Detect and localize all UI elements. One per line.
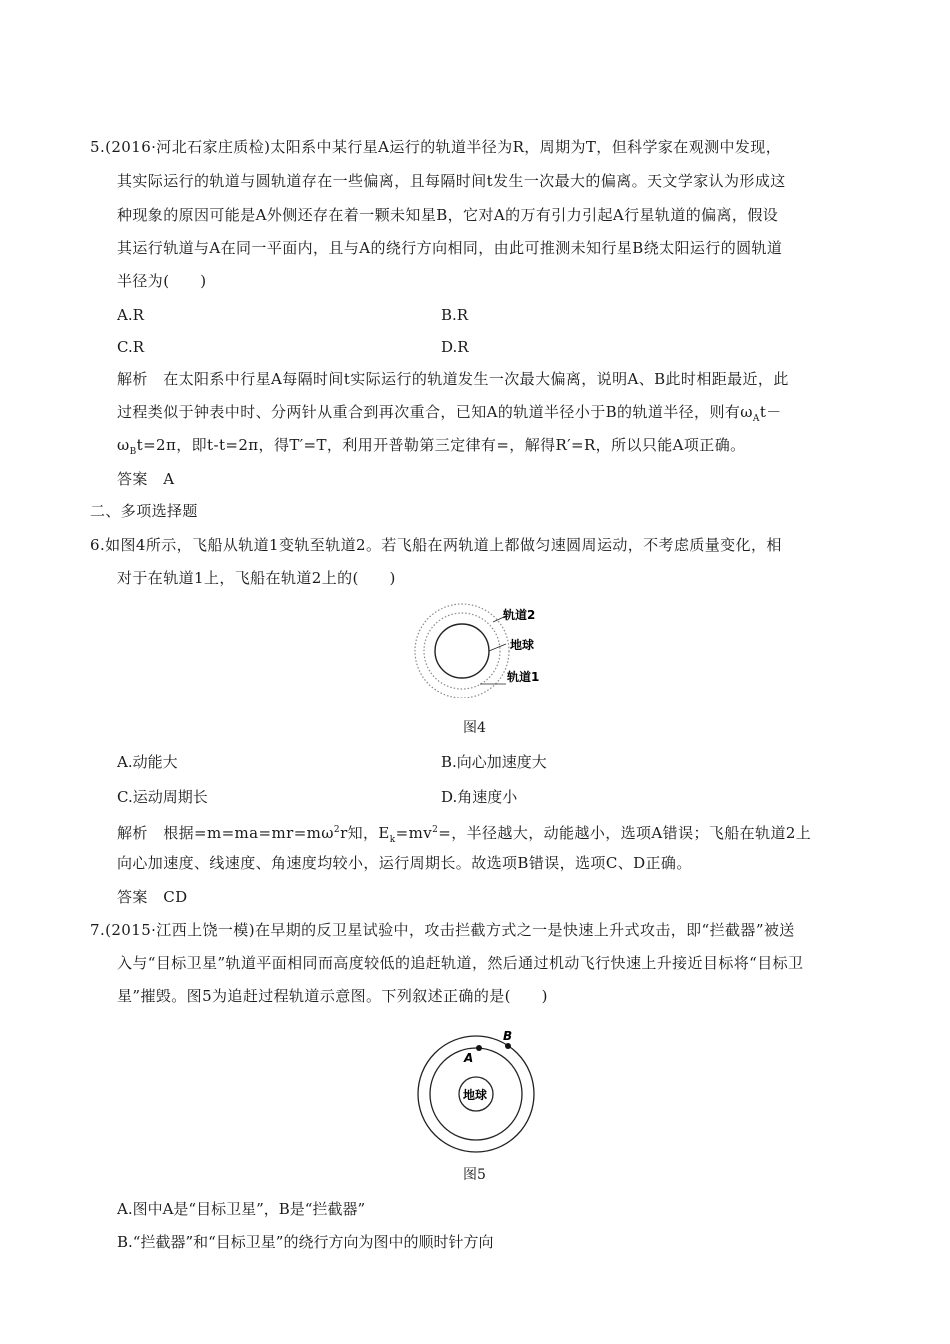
q5-line-5: 半径为( ): [117, 272, 207, 290]
q6-analysis-sup-2: 2: [432, 825, 439, 835]
q6-analysis-sub-k: k: [389, 835, 396, 845]
q6-line-1: 6.如图4所示，飞船从轨道1变轨至轨道2。若飞船在两轨道上都做匀速圆周运动，不考虑质量变化，相: [90, 536, 782, 554]
q5-option-b: B.R: [441, 306, 469, 324]
q6-option-a: A.动能大: [117, 753, 178, 771]
label-earth: 地球: [510, 638, 535, 652]
figure-5-caption: 图5: [463, 1167, 486, 1183]
figure-4-caption: 图4: [463, 720, 486, 736]
q5-analysis-line-1: 解析 在太阳系中行星A每隔时间t实际运行的轨道发生一次最大偏离，说明A、B此时相距最近，此: [117, 370, 789, 388]
q6-option-c: C.运动周期长: [117, 788, 208, 806]
q6-answer: 答案 CD: [117, 888, 188, 906]
figure-5-orbits: [410, 1020, 550, 1160]
q5-line-1: 5.(2016·河北石家庄质检)太阳系中某行星A运行的轨道半径为R，周期为T，但科学家在观测中发现，: [90, 138, 782, 156]
satellite-b-dot: [505, 1043, 511, 1049]
q5-analysis-line-2: [117, 401, 782, 430]
q5-analysis-omega: ω: [117, 436, 130, 454]
q5-analysis-sub-b: B: [129, 447, 137, 457]
q6-analysis-part-d: =，半径越大，动能越小，选项A错误；飞船在轨道2上: [438, 824, 812, 842]
q7-option-a: A.图中A是“目标卫星”，B是“拦截器”: [117, 1200, 366, 1218]
earth-leader: [489, 644, 506, 651]
q5-option-c: C.R: [117, 338, 145, 356]
q7-line-3: 星”摧毁。图5为追赶过程轨道示意图。下列叙述正确的是( ): [117, 987, 548, 1005]
q6-analysis-sup-1: 2: [333, 825, 341, 835]
q6-analysis-part-b: r知，E: [340, 824, 390, 842]
figure-4-orbits: [400, 598, 560, 698]
q5-line-3: 种现象的原因可能是A外侧还存在着一颗未知星B，它对A的万有引力引起A行星轨道的偏离，假设: [117, 206, 779, 224]
q5-option-a: A.R: [117, 306, 144, 324]
q6-option-d: D.角速度小: [441, 788, 518, 806]
q6-analysis-line-1: [117, 819, 811, 851]
earth-circle: [435, 624, 489, 678]
q5-option-d: D.R: [441, 338, 469, 356]
q5-line-2: 其实际运行的轨道与圆轨道存在一些偏离，且每隔时间t发生一次最大的偏离。天文学家认为形成这: [117, 172, 786, 190]
q5-analysis-sub-a: A: [752, 414, 760, 424]
satellite-a-dot: [476, 1045, 482, 1051]
q5-answer: 答案 A: [117, 470, 175, 488]
q5-analysis-text-3: t=2π，即t-t=2π，得T′=T，利用开普勒第三定律有=，解得R′=R，所以只能A项正确。: [136, 436, 746, 454]
q6-line-2: 对于在轨道1上，飞船在轨道2上的( ): [117, 569, 396, 587]
section-heading: 二、多项选择题: [90, 502, 198, 520]
q5-analysis-t-minus: t－: [759, 403, 782, 421]
q6-analysis-part-c: =mv: [395, 824, 433, 842]
q5-analysis-line-3: [117, 434, 746, 463]
q5-analysis-text-2: 过程类似于钟表中时、分两针从重合到再次重合，已知A的轨道半径小于B的轨道半径，则有ω: [117, 403, 753, 421]
label-earth: 地球: [463, 1088, 488, 1102]
q7-line-1: 7.(2015·江西上饶一模)在早期的反卫星试验中，攻击拦截方式之一是快速上升式攻击，即“拦截器”被送: [90, 921, 795, 939]
q6-analysis-line-2: 向心加速度、线速度、角速度均较小，运行周期长。故选项B错误，选项C、D正确。: [117, 854, 692, 872]
q6-option-b: B.向心加速度大: [441, 753, 547, 771]
q7-line-2: 入与“目标卫星”轨道平面相同而高度较低的追赶轨道，然后通过机动飞行快速上升接近目标将“目标卫: [117, 954, 804, 972]
q6-analysis-part-a: 解析 根据=m=ma=mr=mω: [117, 824, 334, 842]
q5-line-4: 其运行轨道与A在同一平面内，且与A的绕行方向相同，由此可推测未知行星B绕太阳运行的圆轨道: [117, 239, 783, 257]
q7-option-b: B.“拦截器”和“目标卫星”的绕行方向为图中的顺时针方向: [117, 1233, 494, 1251]
label-orbit-2: 轨道2: [503, 608, 536, 622]
label-b: B: [503, 1029, 513, 1043]
label-a: A: [464, 1051, 474, 1065]
label-orbit-1: 轨道1: [507, 670, 540, 684]
